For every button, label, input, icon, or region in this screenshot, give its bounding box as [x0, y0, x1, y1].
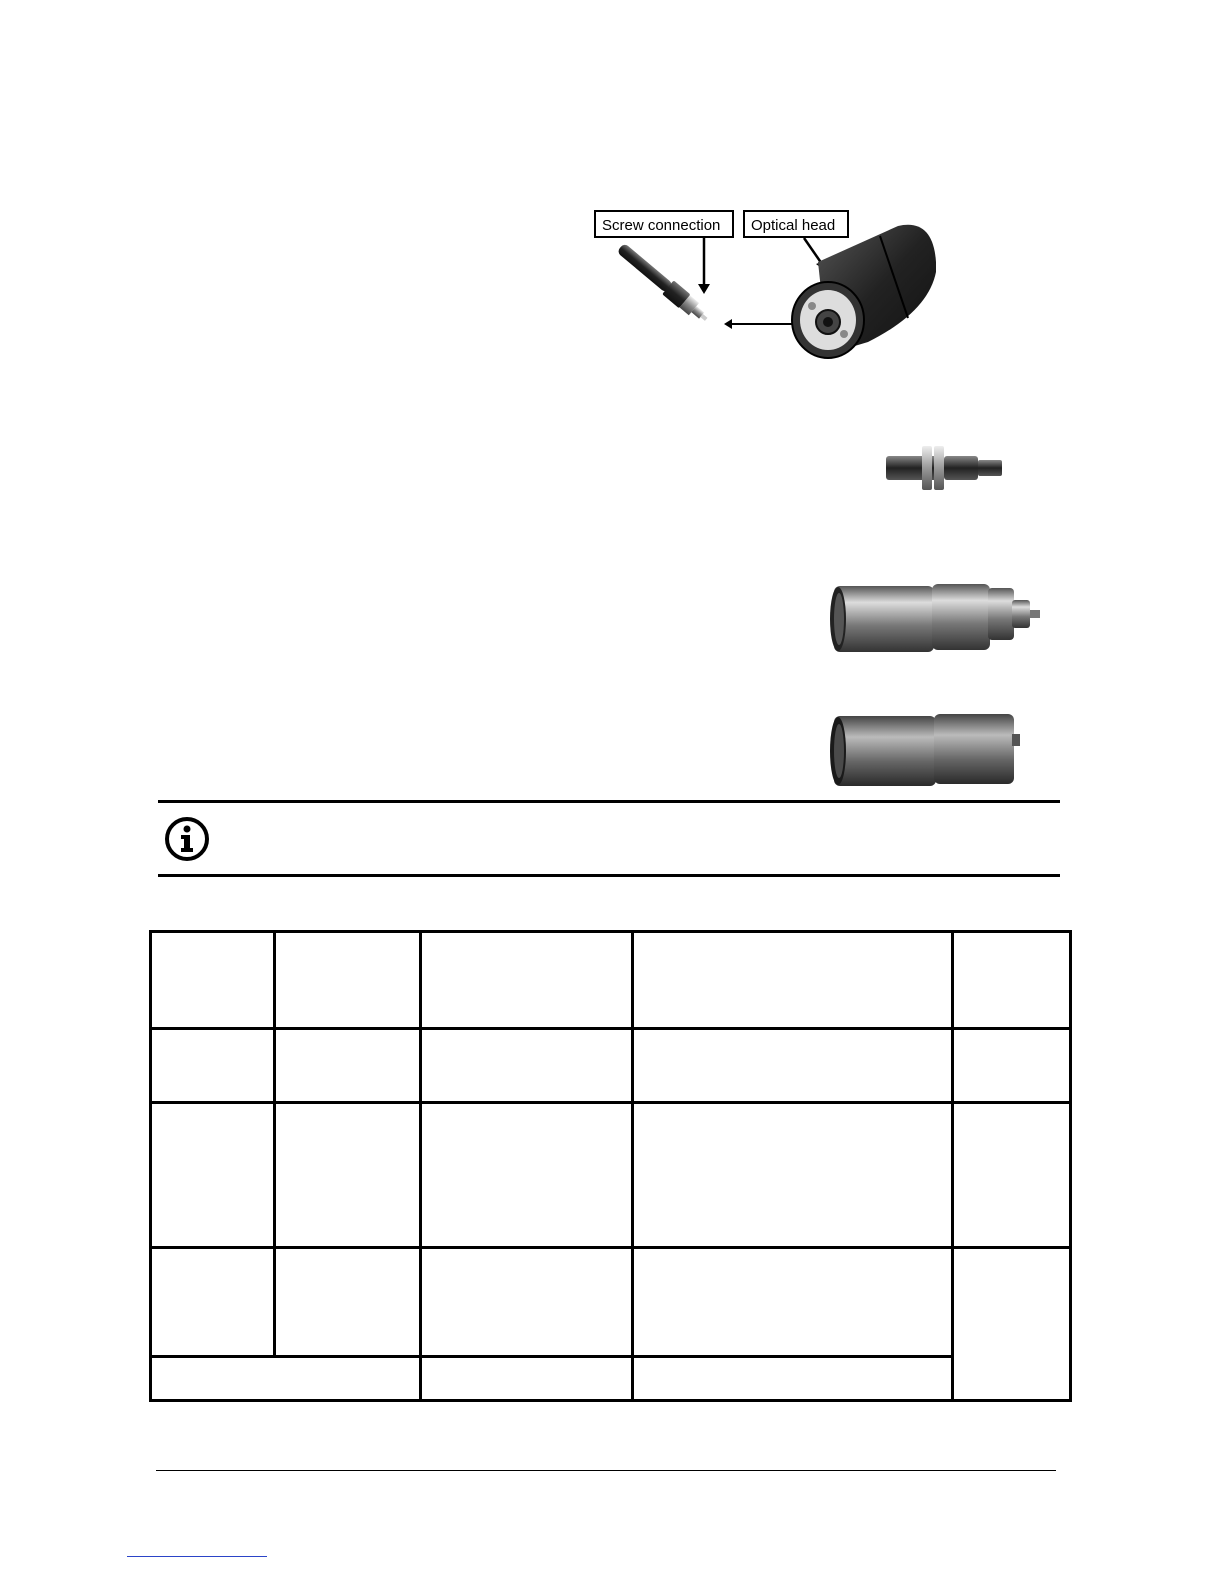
table-cell [151, 1028, 275, 1102]
table-row [151, 1356, 1071, 1400]
table-cell [633, 1356, 953, 1400]
spec-table [149, 930, 1072, 1402]
cylinder-head-image-2 [826, 706, 1026, 792]
footer-rule [156, 1470, 1056, 1471]
info-icon [164, 816, 210, 862]
table-cell [633, 932, 953, 1029]
screw-connection-label: Screw connection [594, 210, 734, 238]
table-cell [633, 1103, 953, 1248]
table-cell [953, 1248, 1071, 1401]
table-cell [953, 1103, 1071, 1248]
note-top-rule [158, 800, 1060, 803]
table-cell [421, 1248, 633, 1357]
optical-head-label: Optical head [743, 210, 849, 238]
table-cell [151, 1248, 275, 1357]
table-cell [421, 932, 633, 1029]
table-cell [275, 1028, 421, 1102]
arrow-icon [694, 236, 714, 296]
table-cell [275, 1248, 421, 1357]
cylinder-head-image-1 [826, 574, 1046, 658]
table-row [151, 1103, 1071, 1248]
table-cell [953, 932, 1071, 1029]
table-cell [953, 1028, 1071, 1102]
table-cell [151, 932, 275, 1029]
table-row [151, 1248, 1071, 1357]
table-cell [151, 1103, 275, 1248]
footer-link-underline[interactable] [127, 1556, 267, 1557]
fiber-cable-image [600, 238, 740, 348]
table-cell [633, 1248, 953, 1357]
note-bottom-rule [158, 874, 1060, 877]
threaded-sensor-image [880, 438, 1010, 498]
optical-head-image [788, 222, 938, 362]
table-header-row [151, 932, 1071, 1029]
table-cell [275, 1103, 421, 1248]
table-cell [421, 1356, 633, 1400]
table-cell [275, 932, 421, 1029]
table-row [151, 1028, 1071, 1102]
table-cell [421, 1028, 633, 1102]
table-cell [151, 1356, 421, 1400]
table-cell [421, 1103, 633, 1248]
table-cell [633, 1028, 953, 1102]
